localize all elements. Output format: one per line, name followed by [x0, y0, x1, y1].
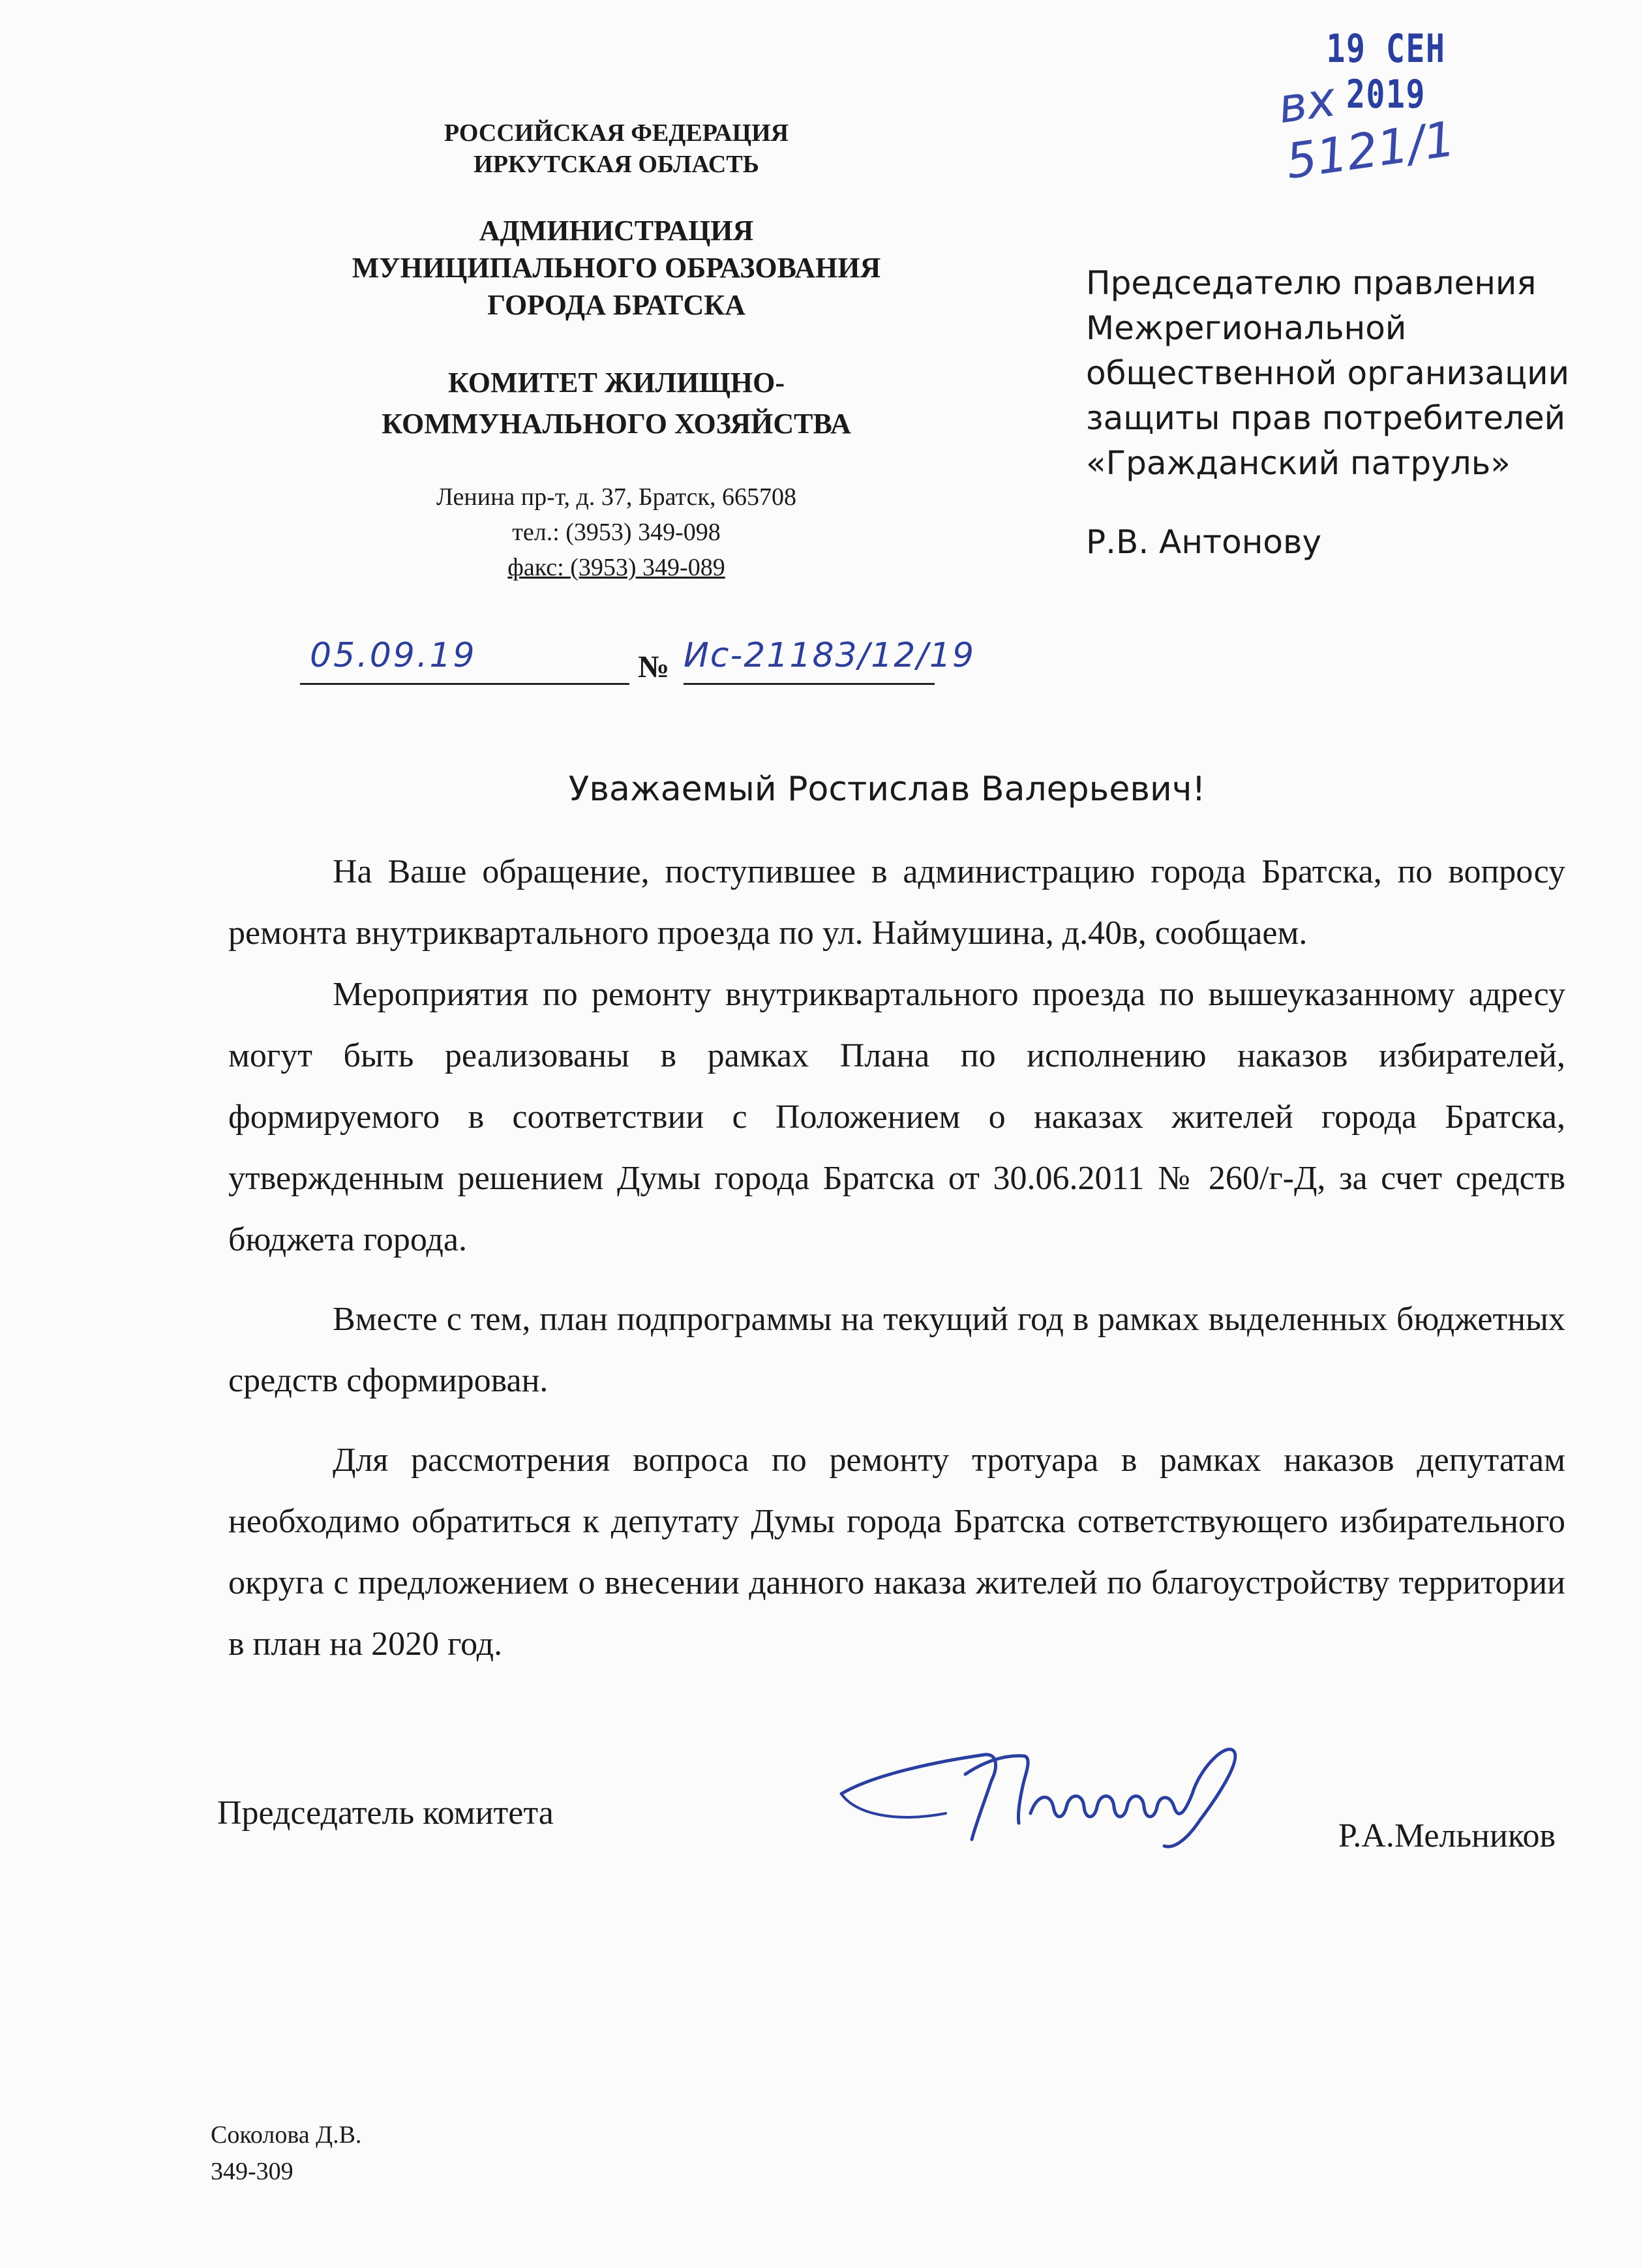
number-label: №	[638, 650, 670, 684]
recipient-line: «Гражданский патруль»	[1086, 444, 1511, 482]
letterhead-country	[274, 117, 959, 180]
letterhead-line: МУНИЦИПАЛЬНОГО ОБРАЗОВАНИЯ	[352, 252, 881, 284]
letterhead-line: КОММУНАЛЬНОГО ХОЗЯЙСТВА	[382, 408, 851, 440]
letterhead-committee	[274, 362, 959, 444]
letterhead-line: АДМИНИСТРАЦИЯ	[479, 215, 754, 247]
incoming-stamp-date: 19 СЕН 2019	[1326, 26, 1446, 117]
letterhead-address: Ленина пр-т, д. 37, Братск, 665708	[436, 483, 796, 511]
executor-phone: 349-309	[211, 2158, 294, 2185]
signatory-title: Председатель комитета	[217, 1794, 554, 1832]
body-paragraph: Вместе с тем, план подпрограммы на текущий год в рамках выделенных бюджетных средств сформирован.	[228, 1301, 1565, 1399]
date-underline	[300, 683, 629, 685]
recipient-line: Межрегиональной	[1086, 309, 1407, 347]
incoming-registration-number: вх 5121/1	[1274, 70, 1459, 190]
recipient-line: Председателю правления	[1086, 264, 1537, 302]
executor-block	[211, 2117, 602, 2190]
number-underline	[684, 683, 935, 685]
recipient-block	[1086, 261, 1621, 565]
recipient-name: Р.В. Антонову	[1086, 523, 1322, 561]
body-paragraph: Мероприятия по ремонту внутриквартального проезда по вышеуказанному адресу могут быть реализованы в рамках Плана по исполнению наказов избирателей, формируемого в соответствии с Положением о наказах жителей города Братска, утвержденным решением Думы города Братска от 30.06.2011 № 260/г-Д, за счет средств бюджета города.	[228, 976, 1565, 1258]
handwritten-signature	[835, 1716, 1259, 1859]
letterhead-line: РОССИЙСКАЯ ФЕДЕРАЦИЯ	[444, 119, 789, 147]
outgoing-number: Ис-21183/12/19	[684, 636, 976, 675]
letterhead-phone: тел.: (3953) 349-098	[512, 519, 721, 546]
letterhead-line: ГОРОДА БРАТСКА	[487, 289, 745, 321]
letter-body	[228, 841, 1565, 1675]
executor-name: Соколова Д.В.	[211, 2121, 362, 2149]
letterhead-contacts	[274, 479, 959, 585]
recipient-line: общественной организации	[1086, 354, 1570, 392]
recipient-line: защиты прав потребителей	[1086, 399, 1566, 437]
letterhead-line: КОМИТЕТ ЖИЛИЩНО-	[448, 367, 785, 399]
outgoing-date: 05.09.19	[310, 636, 477, 675]
letterhead-administration	[274, 212, 959, 324]
signatory-name: Р.А.Мельников	[1338, 1817, 1556, 1854]
salutation: Уважаемый Ростислав Валерьевич!	[568, 770, 1206, 809]
body-paragraph: Для рассмотрения вопроса по ремонту тротуара в рамках наказов депутатам необходимо обратиться к депутату Думы города Братска сответствующего избирательного округа с предложением о внесении данного наказа жителей по благоустройству территории в план на 2020 год.	[228, 1442, 1565, 1663]
body-paragraph: На Ваше обращение, поступившее в администрацию города Братска, по вопросу ремонта внутриквартального проезда по ул. Наймушина, д.40в, сообщаем.	[228, 853, 1565, 952]
letterhead-line: ИРКУТСКАЯ ОБЛАСТЬ	[474, 151, 759, 178]
letterhead-fax: факс: (3953) 349-089	[507, 554, 725, 581]
